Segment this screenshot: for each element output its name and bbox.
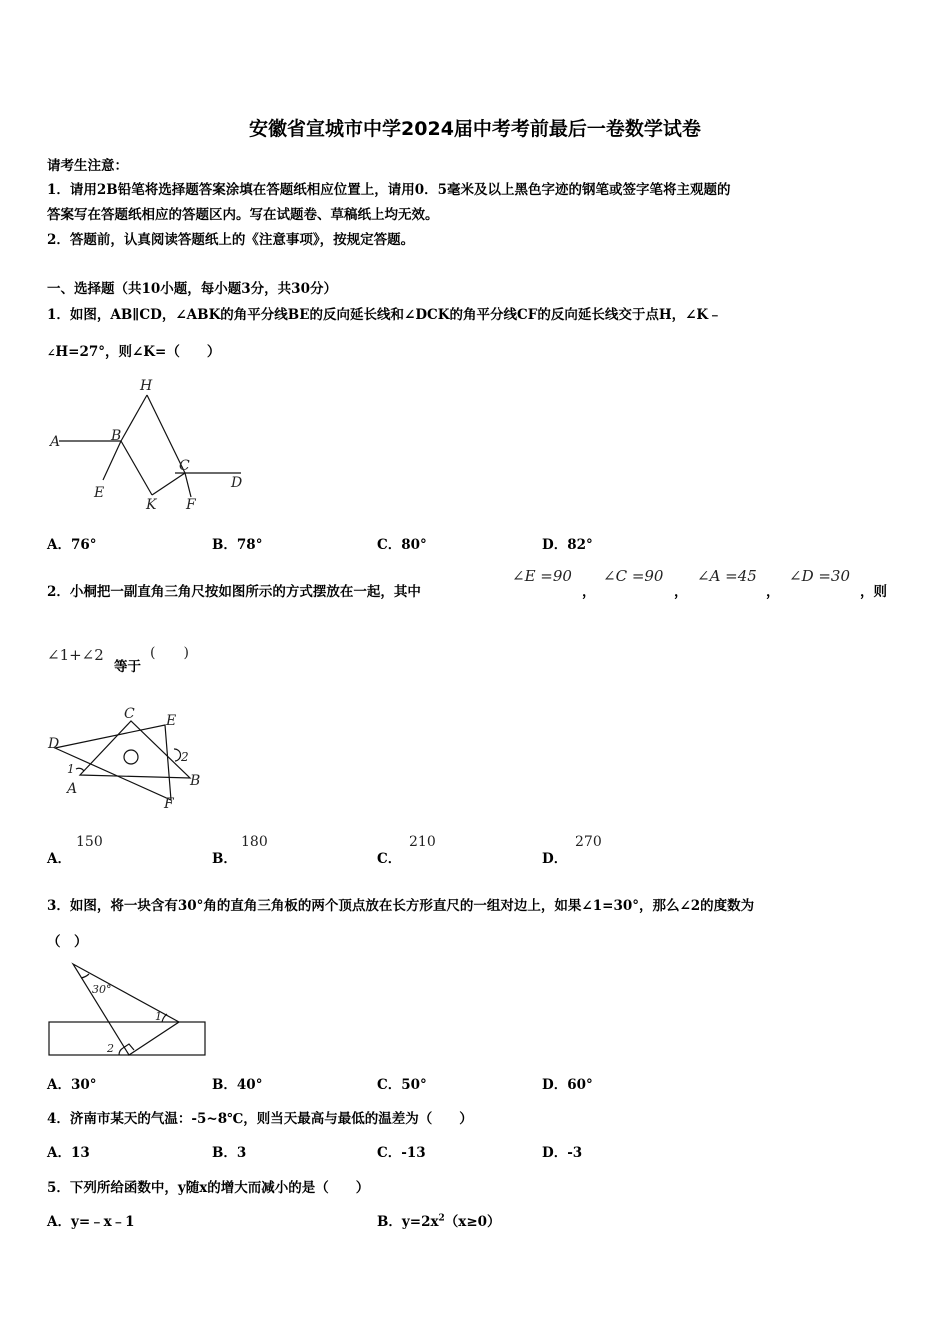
q4-option-d[interactable]: D．-3 (542, 1145, 583, 1161)
q5-option-b-sup: 2 (438, 1213, 445, 1224)
q2-figure (45, 703, 210, 815)
q2-label-d: D (48, 736, 60, 752)
q2-label-f: F (164, 796, 174, 812)
q2-text: 2．小桐把一副直角三角尺按如图所示的方式摆放在一起，其中 (47, 584, 421, 600)
q3-option-b[interactable]: B．40° (212, 1077, 263, 1093)
q2-option-c-letter[interactable]: C． (377, 851, 402, 867)
q4-text: 4．济南市某天的气温：-5~8℃，则当天最高与最低的温差为（ ） (47, 1111, 473, 1127)
q2-expression: ∠1+∠2 (47, 646, 104, 664)
q5-option-a[interactable]: A．y=﹣x﹣1 (47, 1214, 135, 1230)
q1-angle-symbol: ∠ (47, 348, 56, 359)
q3-triangle (73, 964, 179, 1055)
q2-angle-2-arc (174, 749, 181, 761)
q2-option-b-value: 180 (241, 834, 268, 850)
q3-ruler (49, 1022, 205, 1055)
q2-label-c: C (124, 706, 135, 722)
q1-text-line-1: 1．如图，AB∥CD，∠ABK的角平分线BE的反向延长线和∠DCK的角平分线CF的反向延长线交于点H，∠K﹣ (47, 307, 722, 323)
q2-option-c-value: 210 (409, 834, 436, 850)
q2-condition-e: ∠E =90 (512, 567, 572, 585)
page-title: 安徽省宣城市中学2024届中考考前最后一卷数学试卷 (249, 118, 701, 140)
q5-text: 5．下列所给函数中，y随x的增大而减小的是（ ） (47, 1180, 370, 1196)
q2-option-b-letter[interactable]: B． (212, 851, 237, 867)
q2-condition-a: ∠A =45 (697, 567, 757, 585)
q2-option-d-letter[interactable]: D． (542, 851, 568, 867)
q4-option-a[interactable]: A．13 (47, 1145, 90, 1161)
q1-line-cf (185, 473, 191, 497)
q2-equals: 等于 (114, 659, 141, 675)
q2-option-a-value: 150 (76, 834, 103, 850)
q4-option-c[interactable]: C．-13 (377, 1145, 426, 1161)
q5-option-b[interactable] (377, 1210, 501, 1230)
q3-angle-30-arc (81, 974, 89, 978)
q2-label-e: E (166, 713, 177, 729)
notice-line-2: 答案写在答题纸相应的答题区内。写在试题卷、草稿纸上均无效。 (47, 207, 439, 223)
q3-angle-1-arc (162, 1014, 167, 1022)
q3-label-1: 1 (155, 1010, 162, 1023)
q1-option-c[interactable]: C．80° (377, 537, 427, 553)
q1-label-h: H (140, 378, 153, 394)
notice-line-3: 2．答题前，认真阅读答题纸上的《注意事项》，按规定答题。 (47, 232, 415, 248)
q3-label-30: 30° (92, 983, 112, 996)
q2-label-a: A (67, 781, 78, 797)
q2-option-a-letter[interactable]: A． (47, 851, 71, 867)
q3-right-angle-mark (123, 1044, 134, 1050)
q2-label-b: B (190, 773, 201, 789)
q1-option-b[interactable]: B．78° (212, 537, 263, 553)
q2-condition-d: ∠D =30 (789, 567, 851, 585)
q1-label-a: A (50, 434, 61, 450)
q3-text-line-2: （ ） (47, 934, 88, 950)
q2-paren: ( ) (150, 645, 189, 661)
q2-sep-3: ， (766, 584, 780, 600)
q3-angle-2-arc (119, 1048, 123, 1055)
q1-label-b: B (111, 428, 122, 444)
notice-line-1: 1．请用2B铅笔将选择题答案涂填在答题纸相应位置上，请用0．5毫米及以上黑色字迹的钢笔或签字笔将主观题的 (47, 182, 731, 198)
q2-circle-hole (124, 750, 138, 764)
q5-option-b-pre: B．y=2x (377, 1214, 439, 1230)
q2-triangle-abc (80, 721, 190, 778)
q5-option-b-post: （x≥0） (444, 1214, 501, 1230)
q3-option-c[interactable]: C．50° (377, 1077, 427, 1093)
q1-label-c: C (179, 458, 190, 474)
q2-label-1: 1 (67, 762, 75, 776)
q2-condition-c: ∠C =90 (603, 567, 664, 585)
q4-option-b[interactable]: B．3 (212, 1145, 247, 1161)
section-heading: 一、选择题（共10小题，每小题3分，共30分） (47, 281, 337, 297)
q2-option-d-value: 270 (575, 834, 602, 850)
q3-option-d[interactable]: D．60° (542, 1077, 593, 1093)
q1-option-d[interactable]: D．82° (542, 537, 593, 553)
q1-label-e: E (94, 485, 105, 501)
q1-option-a[interactable]: A．76° (47, 537, 97, 553)
q2-label-2: 2 (181, 750, 189, 764)
q3-label-2: 2 (107, 1042, 114, 1055)
q1-line-bk (121, 441, 152, 495)
q1-figure (45, 373, 250, 518)
q1-line-kc (152, 473, 185, 495)
q2-angle-1-arc (76, 768, 84, 771)
q3-option-a[interactable]: A．30° (47, 1077, 97, 1093)
q1-line-be (103, 441, 121, 480)
q3-figure (45, 960, 210, 1060)
q1-line-bh (121, 395, 147, 441)
q1-label-k: K (146, 497, 157, 513)
q1-label-d: D (231, 475, 243, 491)
q1-label-f: F (186, 497, 196, 513)
q1-text-line-2-main: H=27°，则∠K=（ ） (55, 344, 221, 360)
q2-sep-1: ， (582, 584, 596, 600)
notice-heading: 请考生注意： (47, 158, 128, 174)
q1-text-line-2 (47, 340, 220, 360)
q3-text-line-1: 3．如图，将一块含有30°角的直角三角板的两个顶点放在长方形直尺的一组对边上，如果∠1=30°，那么∠2的度数为 (47, 898, 755, 914)
q2-tail: ，则 (860, 584, 887, 600)
q2-sep-2: ， (674, 584, 688, 600)
